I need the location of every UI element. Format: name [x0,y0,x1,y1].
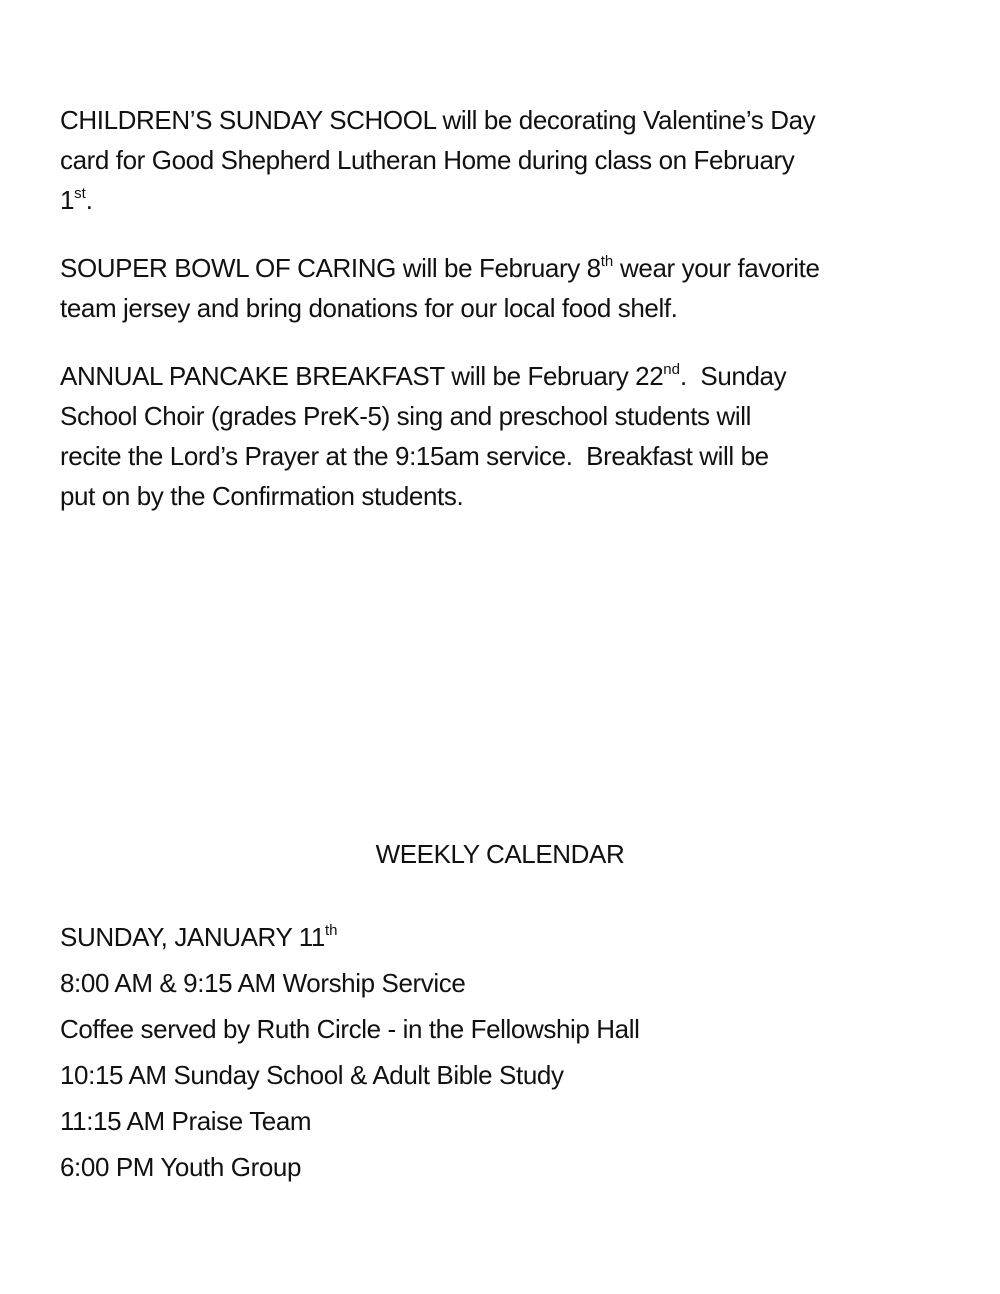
announcement-pancake-breakfast [60,356,950,516]
line-tail: wear your favorite [613,253,820,283]
calendar-item: 6:00 PM Youth Group [60,1152,302,1182]
announcement-line [60,180,950,220]
announcement-line: put on by the Confirmation students. [60,481,464,511]
ordinal-suffix: st [74,185,86,202]
weekly-calendar-list [60,914,950,1190]
weekly-calendar-title: WEEKLY CALENDAR [375,839,625,869]
calendar-item: 11:15 AM Praise Team [60,1106,312,1136]
announcement-line [60,248,950,288]
ordinal-suffix: nd [663,361,680,378]
announcement-line [60,356,950,396]
announcement-line: School Choir (grades PreK-5) sing and preschool students will [60,401,751,431]
announcement-line: recite the Lord’s Prayer at the 9:15am service. Breakfast will be [60,441,769,471]
announcement-line: CHILDREN’S SUNDAY SCHOOL will be decorating Valentine’s Day [60,105,816,135]
announcement-childrens-sunday-school [60,100,950,220]
day-label: SUNDAY, JANUARY 11 [60,922,325,952]
date-number: 1 [60,185,75,215]
announcement-souper-bowl [60,248,950,328]
calendar-day-heading [60,914,950,960]
calendar-item: 8:00 AM & 9:15 AM Worship Service [60,968,466,998]
line-head: ANNUAL PANCAKE BREAKFAST will be February 22 [60,361,664,391]
calendar-item: 10:15 AM Sunday School & Adult Bible Study [60,1060,564,1090]
line-head: SOUPER BOWL OF CARING will be February 8 [60,253,601,283]
calendar-item: Coffee served by Ruth Circle - in the Fellowship Hall [60,1014,640,1044]
announcement-line: team jersey and bring donations for our local food shelf. [60,293,678,323]
announcement-line: card for Good Shepherd Lutheran Home during class on February [60,145,795,175]
ordinal-suffix: th [600,253,614,270]
ordinal-suffix: th [324,922,338,939]
line-tail: . [85,185,93,215]
line-tail: . Sunday [679,361,787,391]
